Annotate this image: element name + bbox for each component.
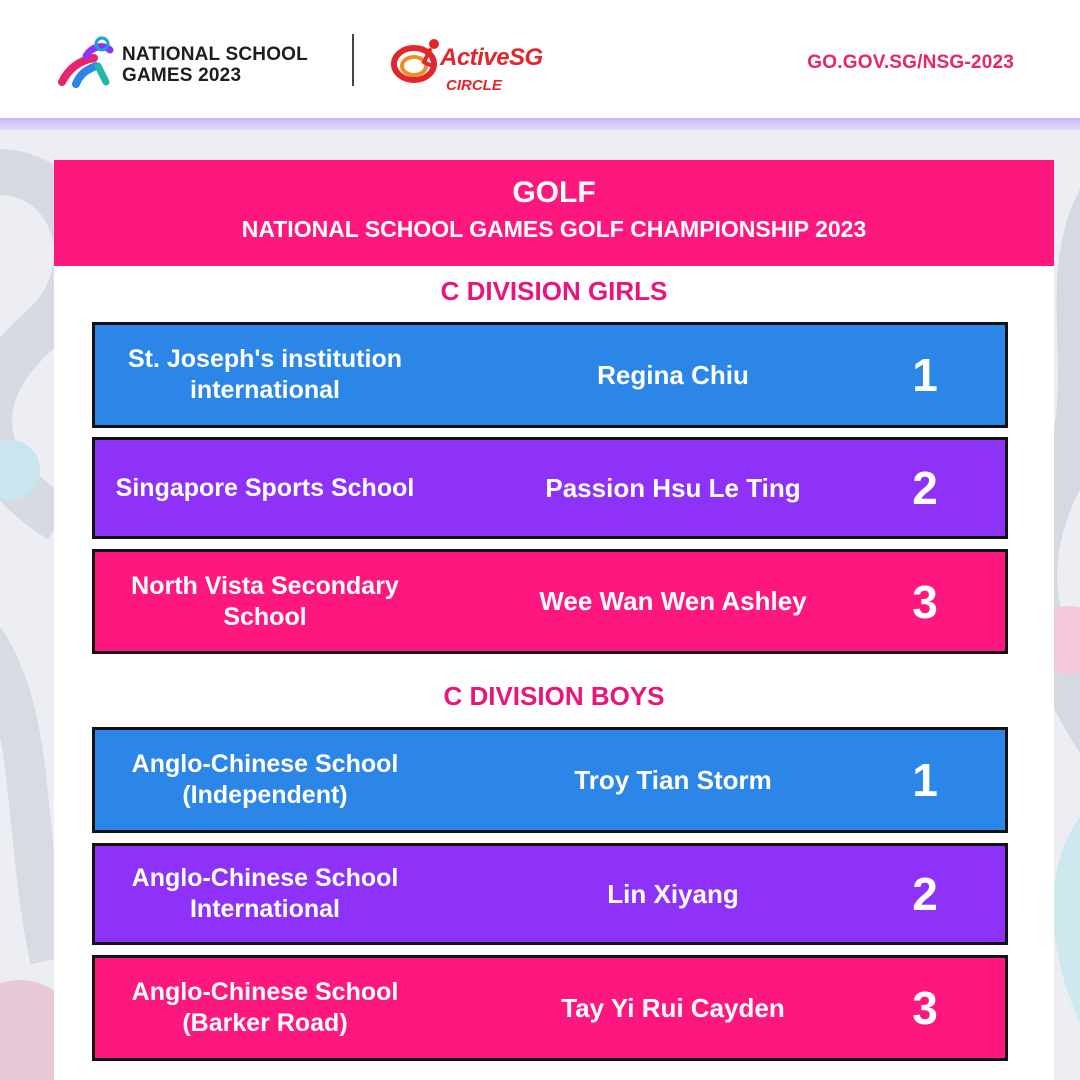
activesg-circle-label: CIRCLE	[446, 77, 502, 94]
rank-number: 1	[912, 349, 938, 401]
rank-number: 2	[912, 462, 938, 514]
result-row	[92, 549, 1008, 654]
event-title: NATIONAL SCHOOL GAMES GOLF CHAMPIONSHIP 2023	[241, 216, 867, 242]
player-name: Wee Wan Wen Ashley	[539, 586, 807, 616]
rank-number: 2	[912, 868, 938, 920]
nsg-wordmark	[122, 44, 308, 86]
rank-number: 3	[912, 982, 938, 1034]
rank-number: 3	[912, 575, 938, 628]
division-title-girls: C DIVISION GIRLS	[440, 276, 668, 306]
school-name: Anglo-Chinese School International	[131, 864, 399, 923]
result-row	[92, 955, 1008, 1061]
player-name: Passion Hsu Le Ting	[545, 472, 801, 503]
school-name: Anglo-Chinese School (Independent)	[131, 750, 399, 809]
player-name: Lin Xiyang	[607, 878, 739, 909]
logo-divider	[352, 34, 354, 86]
website-url: GO.GOV.SG/NSG-2023	[807, 52, 1014, 73]
division-title-boys: C DIVISION BOYS	[443, 681, 665, 711]
nsg-line-2: GAMES 2023	[122, 65, 242, 86]
result-row	[92, 437, 1008, 539]
result-row	[92, 727, 1008, 833]
national-school-games-logo-icon	[56, 36, 116, 88]
header-bar	[0, 0, 1080, 118]
activesg-wordmark: ActiveSG	[440, 44, 543, 71]
school-name: Anglo-Chinese School (Barker Road)	[131, 978, 399, 1037]
player-name: Tay Yi Rui Cayden	[561, 992, 785, 1023]
school-name: St. Joseph's institution international	[127, 345, 402, 404]
player-name: Troy Tian Storm	[574, 764, 772, 795]
nsg-line-1: NATIONAL SCHOOL	[122, 44, 308, 65]
sport-title: GOLF	[512, 176, 596, 209]
results-card	[54, 160, 1054, 1080]
header-stripe	[0, 118, 1080, 130]
result-row	[92, 322, 1008, 428]
title-banner	[54, 160, 1054, 266]
player-name: Regina Chiu	[597, 359, 749, 390]
school-name: Singapore Sports School	[115, 473, 415, 502]
result-row	[92, 843, 1008, 945]
rank-number: 1	[912, 754, 938, 806]
school-name: North Vista Secondary School	[131, 571, 399, 631]
